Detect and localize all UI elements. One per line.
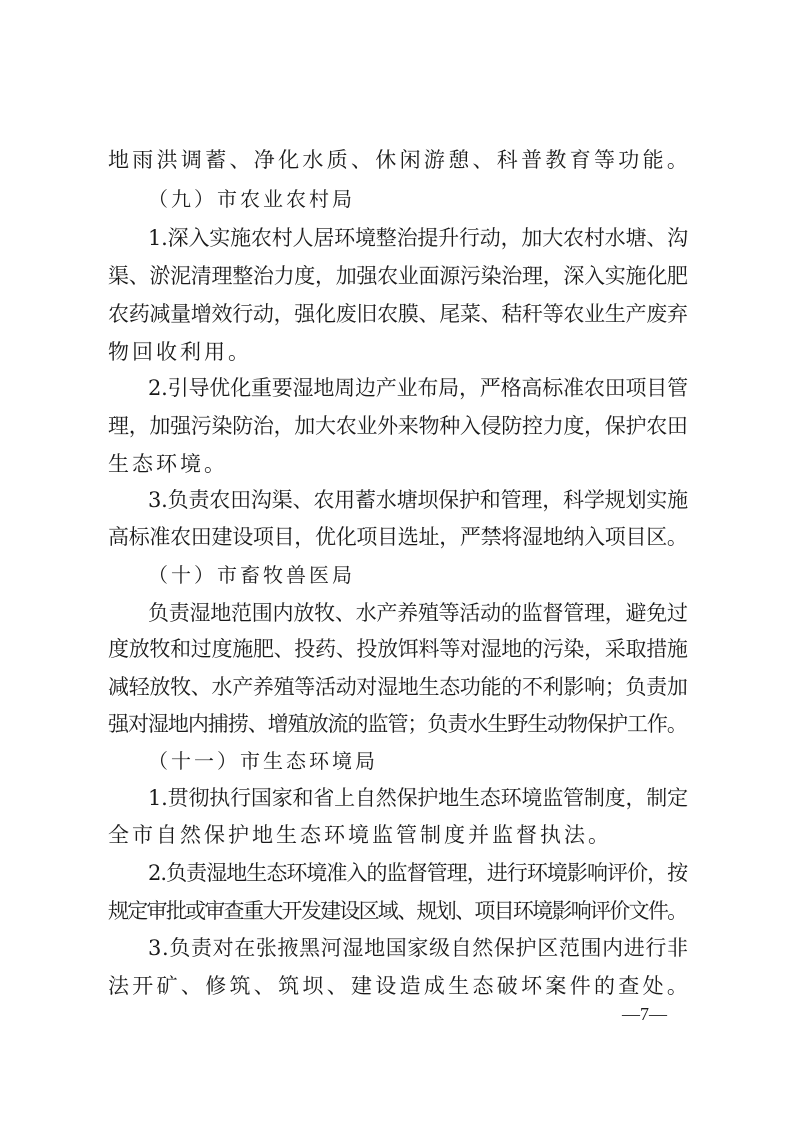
- body-line: 地雨洪调蓄、净化水质、休闲游憩、科普教育等功能。: [108, 148, 692, 172]
- body-line: 法开矿、修筑、筑坝、建设造成生态破坏案件的查处。: [108, 974, 692, 998]
- body-line: 度放牧和过度施肥、投药、投放饵料等对湿地的污染，采取措施: [108, 637, 688, 661]
- body-line: 渠、淤泥清理整治力度，加强农业面源污染治理，深入实施化肥: [108, 264, 688, 288]
- body-line: 全市自然保护地生态环境监管制度并监督执法。: [108, 823, 612, 847]
- body-line: 减轻放牧、水产养殖等活动对湿地生态功能的不利影响；负责加: [108, 675, 688, 699]
- body-line: 理，加强污染防治，加大农业外来物种入侵防控力度，保护农田: [108, 414, 688, 438]
- section-heading: （十）市畜牧兽医局: [148, 563, 355, 587]
- body-line: 农药减量增效行动，强化废旧农膜、尾菜、秸秆等农业生产废弃: [108, 302, 688, 326]
- body-line: 3.负责对在张掖黑河湿地国家级自然保护区范围内进行非: [148, 936, 689, 960]
- body-line: 物回收利用。: [108, 340, 252, 364]
- page-number: —7—: [622, 1004, 667, 1024]
- body-line: 强对湿地内捕捞、增殖放流的监管；负责水生野生动物保护工作。: [108, 712, 687, 736]
- body-line: 1.贯彻执行国家和省上自然保护地生态环境监管制度，制定: [148, 786, 688, 810]
- body-line: 生态环境。: [108, 452, 228, 476]
- body-line: 高标准农田建设项目，优化项目选址，严禁将湿地纳入项目区。: [108, 525, 688, 549]
- body-line: 3.负责农田沟渠、农用蓄水塘坝保护和管理，科学规划实施: [148, 488, 688, 512]
- body-line: 1.深入实施农村人居环境整治提升行动，加大农村水塘、沟: [148, 226, 688, 250]
- section-heading: （十一）市生态环境局: [148, 749, 378, 773]
- body-line: 负责湿地范围内放牧、水产养殖等活动的监督管理，避免过: [148, 601, 688, 625]
- body-line: 规定审批或审查重大开发建设区域、规划、项目环境影响评价文件。: [108, 899, 687, 923]
- body-line: 2.引导优化重要湿地周边产业布局，严格高标准农田项目管: [148, 376, 688, 400]
- section-heading: （九）市农业农村局: [148, 187, 355, 211]
- body-line: 2.负责湿地生态环境准入的监督管理，进行环境影响评价，按: [148, 861, 688, 885]
